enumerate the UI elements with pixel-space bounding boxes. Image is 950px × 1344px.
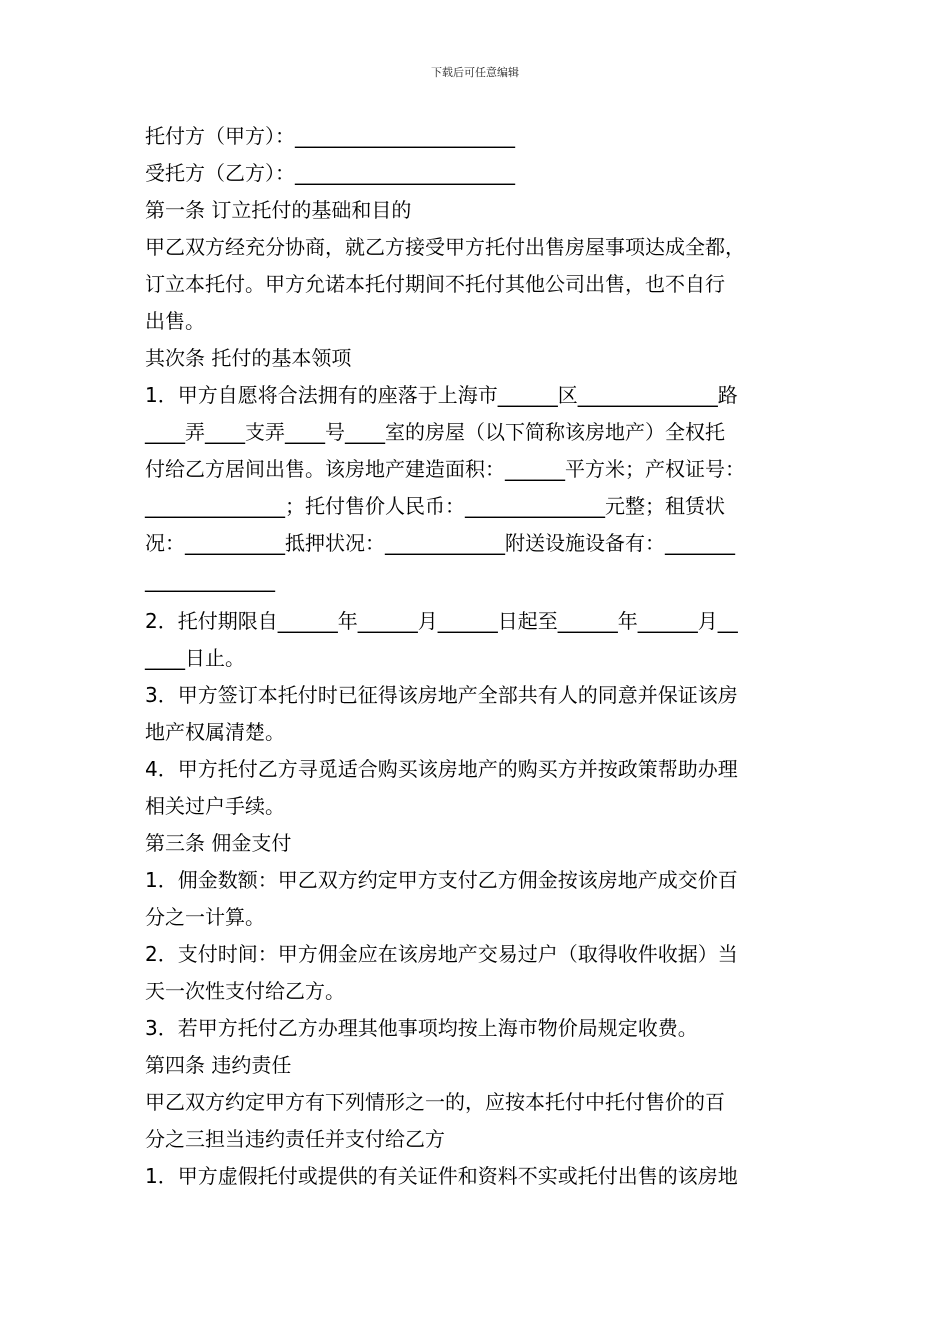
document-body xyxy=(145,118,815,1195)
paragraph-line: 3．甲方签订本托付时已征得该房地产全部共有人的同意并保证该房 xyxy=(145,683,738,707)
paragraph-line: 地产权属清楚。 xyxy=(145,720,285,744)
page-header-note: 下载后可任意编辑 xyxy=(431,66,519,79)
paragraph-line: ____日止。 xyxy=(145,646,245,670)
article-2-heading: 其次条 托付的基本领项 xyxy=(145,346,352,370)
paragraph-line: ______________；托付售价人民币：______________元整；租赁状 xyxy=(145,494,725,518)
paragraph-line: ____弄____支弄____号____室的房屋（以下简称该房地产）全权托 xyxy=(145,420,725,444)
paragraph-line: 况：__________抵押状况：____________附送设施设备有：_______ xyxy=(145,531,735,555)
paragraph-line: 天一次性支付给乙方。 xyxy=(145,979,345,1003)
paragraph-line: 1．甲方虚假托付或提供的有关证件和资料不实或托付出售的该房地 xyxy=(145,1164,738,1188)
paragraph-line: 订立本托付。甲方允诺本托付期间不托付其他公司出售，也不自行 xyxy=(145,272,725,296)
article-4-heading: 第四条 违约责任 xyxy=(145,1053,292,1077)
paragraph-line: 1．甲方自愿将合法拥有的座落于上海市______区______________路 xyxy=(145,383,738,407)
paragraph-line: _____________ xyxy=(145,568,275,592)
paragraph-line: 甲乙双方经充分协商，就乙方接受甲方托付出售房屋事项达成全都， xyxy=(145,235,745,259)
agent-party-line: 受托方（乙方）：______________________ xyxy=(145,161,515,185)
paragraph-line: 4．甲方托付乙方寻觅适合购买该房地产的购买方并按政策帮助办理 xyxy=(145,757,738,781)
paragraph-line: 2．支付时间：甲方佣金应在该房地产交易过户（取得收件收据）当 xyxy=(145,942,738,966)
article-3-heading: 第三条 佣金支付 xyxy=(145,831,292,855)
paragraph-line: 分之一计算。 xyxy=(145,905,265,929)
paragraph-line: 2．托付期限自______年______月______日起至______年______月__ xyxy=(145,609,738,633)
principal-party-line: 托付方（甲方）：______________________ xyxy=(145,124,515,148)
paragraph-line: 3．若甲方托付乙方办理其他事项均按上海市物价局规定收费。 xyxy=(145,1016,698,1040)
paragraph-line: 相关过户手续。 xyxy=(145,794,285,818)
article-1-heading: 第一条 订立托付的基础和目的 xyxy=(145,198,412,222)
paragraph-line: 甲乙双方约定甲方有下列情形之一的，应按本托付中托付售价的百 xyxy=(145,1090,725,1114)
paragraph-line: 1．佣金数额：甲乙双方约定甲方支付乙方佣金按该房地产成交价百 xyxy=(145,868,738,892)
paragraph-line: 付给乙方居间出售。该房地产建造面积：______平方米；产权证号： xyxy=(145,457,745,481)
paragraph-line: 出售。 xyxy=(145,309,205,333)
paragraph-line: 分之三担当违约责任并支付给乙方 xyxy=(145,1127,445,1151)
